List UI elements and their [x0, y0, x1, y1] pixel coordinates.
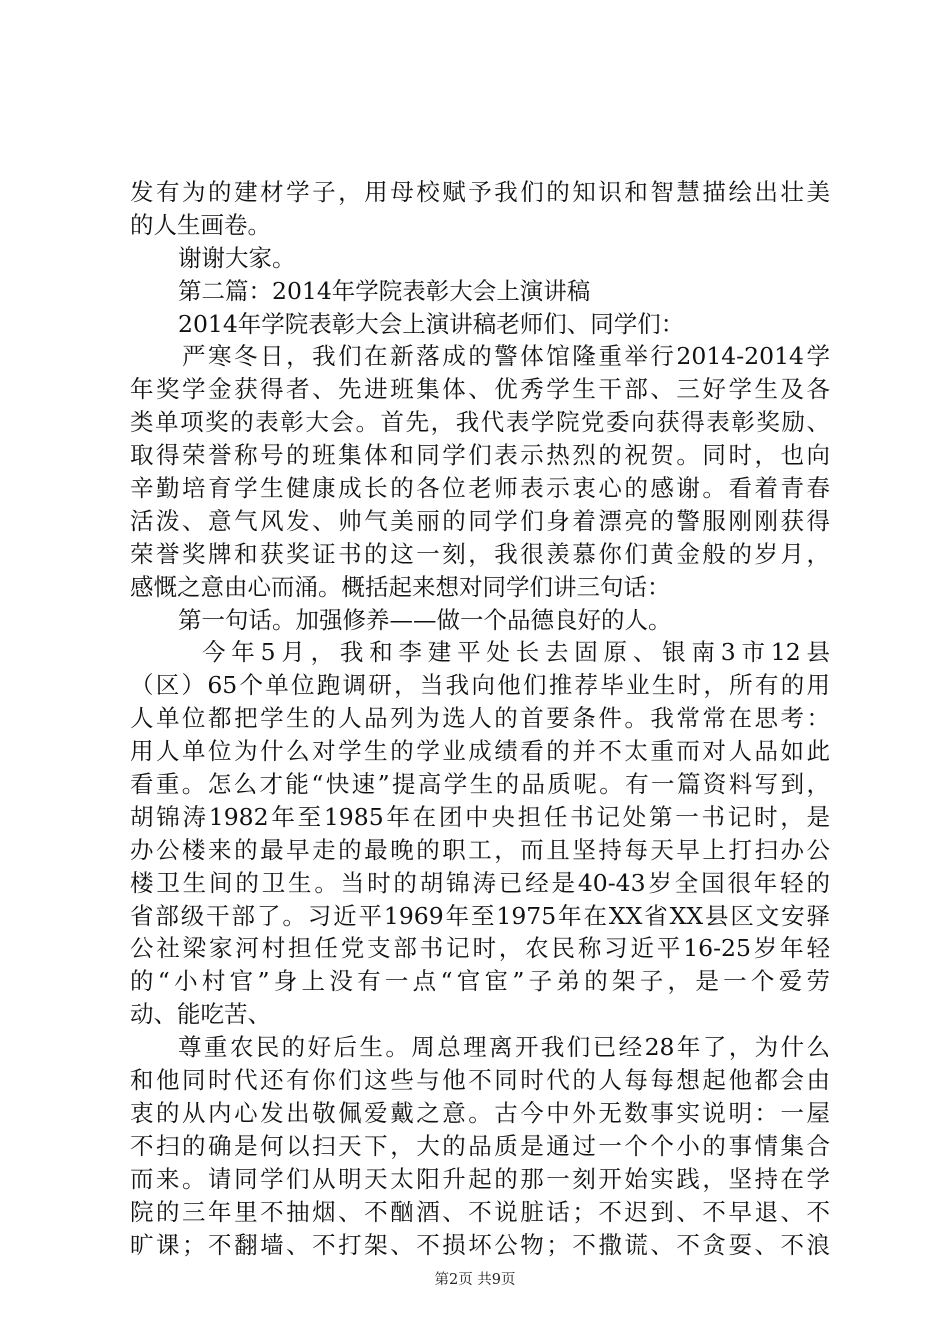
text-line: 第一句话。加强修养——做一个品德良好的人。 [178, 605, 672, 634]
text-line: 荣誉奖牌和获奖证书的这一刻，我很羡慕你们黄金般的岁月， [130, 539, 830, 568]
text-line: 不扫的确是何以扫天下，大的品质是通过一个个小的事情集合 [130, 1131, 830, 1160]
text-line: 用人单位为什么对学生的学业成绩看的并不太重而对人品如此 [130, 737, 830, 766]
text-line: 严寒冬日，我们在新落成的警体馆隆重举行2014-2014学 [182, 342, 830, 371]
text-line: （区）65个单位跑调研，当我向他们推荐毕业生时，所有的用 [130, 671, 830, 700]
text-line: 第二篇：2014年学院表彰大会上演讲稿 [178, 276, 591, 305]
text-line: 旷课；不翻墙、不打架、不损坏公物；不撒谎、不贪耍、不浪 [130, 1230, 830, 1259]
text-line: 胡锦涛1982年至1985年在团中央担任书记处第一书记时，是 [130, 802, 830, 831]
text-line: 发有为的建材学子，用母校赋予我们的知识和智慧描绘出壮美 [130, 178, 830, 206]
text-line: 院的三年里不抽烟、不酗酒、不说脏话；不迟到、不早退、不 [130, 1197, 830, 1226]
text-line: 类单项奖的表彰大会。首先，我代表学院党委向获得表彰奖励、 [130, 408, 830, 437]
text-line: 2014年学院表彰大会上演讲稿老师们、同学们： [178, 309, 685, 338]
text-line: 楼卫生间的卫生。当时的胡锦涛已经是40-43岁全国很年轻的 [130, 868, 830, 897]
text-line: 省部级干部了。习近平1969年至1975年在XX省XX县区文安驿 [130, 901, 830, 930]
text-line: 今年5月，我和李建平处长去固原、银南3市12县 [202, 638, 830, 667]
text-line: 人单位都把学生的人品列为选人的首要条件。我常常在思考： [130, 704, 830, 733]
text-line: 的人生画卷。 [130, 210, 271, 239]
text-line: 感慨之意由心而涌。概括起来想对同学们讲三句话： [130, 572, 671, 601]
text-line: 的“小村官”身上没有一点“官宦”子弟的架子，是一个爱劳 [130, 967, 830, 996]
text-line: 辛勤培育学生健康成长的各位老师表示衷心的感谢。看着青春 [130, 474, 830, 503]
text-line: 活泼、意气风发、帅气美丽的同学们身着漂亮的警服刚刚获得 [130, 506, 830, 535]
text-line: 和他同时代还有你们这些与他不同时代的人每每想起他都会由 [130, 1066, 830, 1095]
text-line: 尊重农民的好后生。周总理离开我们已经28年了，为什么 [178, 1033, 830, 1062]
text-line: 谢谢大家。 [178, 243, 296, 272]
text-line: 看重。怎么才能“快速”提高学生的品质呢。有一篇资料写到， [130, 770, 830, 799]
text-line: 而来。请同学们从明天太阳升起的那一刻开始实践，坚持在学 [130, 1164, 830, 1193]
text-line: 公社梁家河村担任党支部书记时，农民称习近平16-25岁年轻 [130, 934, 830, 963]
text-line: 年奖学金获得者、先进班集体、优秀学生干部、三好学生及各 [130, 375, 830, 404]
page-footer: 第2页 共9页 [434, 1272, 516, 1288]
text-line: 办公楼来的最早走的最晚的职工，而且坚持每天早上打扫办公 [130, 835, 830, 864]
document-body [130, 176, 830, 1261]
text-line: 动、能吃苦、 [130, 1000, 271, 1029]
text-line: 衷的从内心发出敬佩爱戴之意。古今中外无数事实说明：一屋 [130, 1098, 830, 1127]
text-line: 取得荣誉称号的班集体和同学们表示热烈的祝贺。同时，也向 [130, 441, 830, 470]
